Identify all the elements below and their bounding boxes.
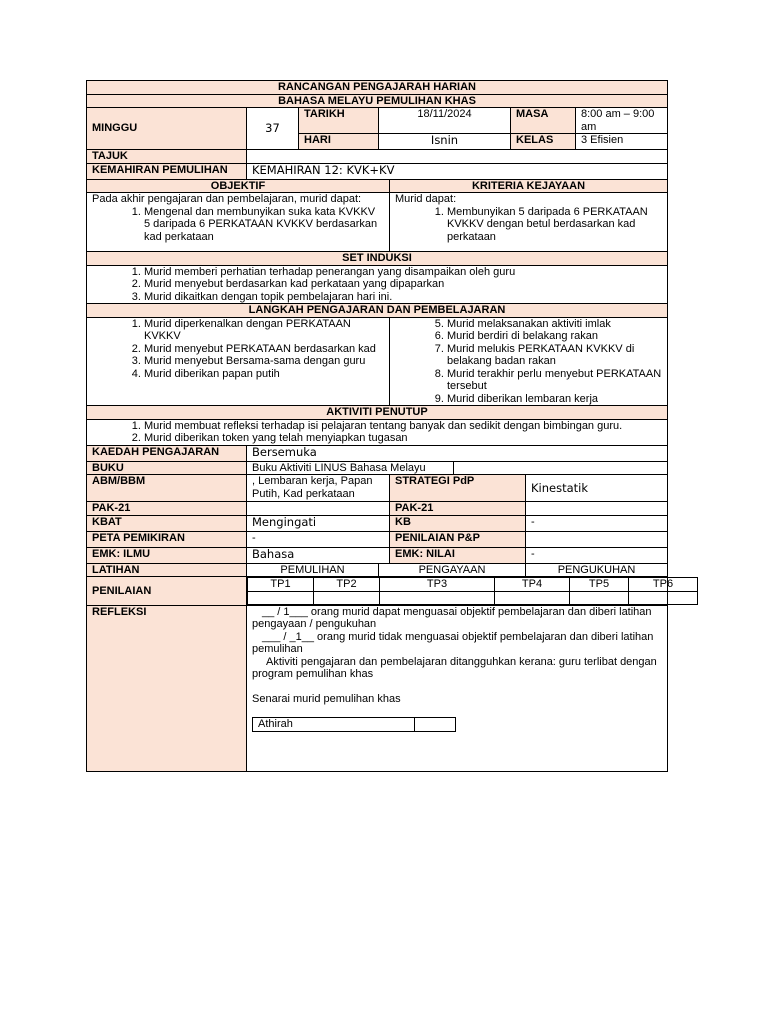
langkah-header: LANGKAH PENGAJARAN DAN PEMBELAJARAN: [87, 304, 668, 318]
induksi-list: [92, 266, 662, 304]
abm-label: ABM/BBM: [87, 475, 247, 502]
kbat-value: Mengingati: [247, 515, 390, 531]
list-item: 1. Murid diperkenalkan dengan PERKATAAN KVKKV: [144, 318, 384, 343]
list-item: 1. Mengenal dan membunyikan suka kata KVKKV 5 daripada 6 PERKATAAN KVKKV berdasarkan kad perkataan: [144, 206, 384, 244]
list-item: 5. Murid melaksanakan aktiviti imlak: [447, 318, 662, 331]
emk-ilmu-label: EMK: ILMU: [87, 547, 247, 563]
lesson-plan-table: [86, 80, 674, 772]
peta-label: PETA PEMIKIRAN: [87, 531, 247, 547]
masa-label: MASA: [511, 108, 576, 134]
kriteria-cell: [390, 193, 668, 252]
kaedah-label: KAEDAH PENGAJARAN: [87, 445, 247, 461]
emk-nilai-label: EMK: NILAI: [390, 547, 526, 563]
penilaian-label: PENILAIAN: [87, 577, 247, 606]
kelas-label: KELAS: [511, 134, 576, 150]
plan-subtitle: BAHASA MELAYU PEMULIHAN KHAS: [87, 94, 668, 108]
emk-nilai-value: -: [526, 547, 668, 563]
hari-label: HARI: [299, 134, 379, 150]
induksi-cell: [87, 265, 668, 304]
penilaian-pp-label: PENILAIAN P&P: [390, 531, 526, 547]
list-item: 2. Murid menyebut PERKATAAN berdasarkan kad: [144, 343, 384, 356]
list-item: 1. Murid memberi perhatian terhadap penerangan yang disampaikan oleh guru: [144, 266, 662, 279]
kaedah-value: Bersemuka: [247, 445, 668, 461]
objektif-cell: [87, 193, 390, 252]
tp6-label: TP6: [629, 578, 698, 592]
pak21-label-right: PAK-21: [390, 502, 526, 516]
refleksi-line-3: Aktiviti pengajaran dan pembelajaran ditangguhkan kerana: guru terlibat dengan program pemulihan khas: [252, 655, 657, 680]
masa-value: 8:00 am – 9:00 am: [576, 108, 668, 134]
kbat-label: KBAT: [87, 515, 247, 531]
list-item: 6. Murid berdiri di belakang rakan: [447, 330, 662, 343]
tp-table: [247, 577, 698, 605]
list-item: 2. Murid menyebut berdasarkan kad perkataan yang dipaparkan: [144, 278, 662, 291]
list-item: 1. Membunyikan 5 daripada 6 PERKATAAN KVKKV dengan betul berdasarkan kad perkataan: [447, 206, 662, 244]
kriteria-header: KRITERIA KEJAYAAN: [390, 179, 668, 193]
minggu-value: 37: [247, 108, 299, 150]
list-item: 3. Murid dikaitkan dengan topik pembelajaran hari ini.: [144, 291, 662, 304]
murid-name: Athirah: [253, 718, 415, 732]
tajuk-label: TAJUK: [87, 150, 247, 164]
kriteria-list: [395, 206, 662, 244]
kb-label: KB: [390, 515, 526, 531]
tp4-cell: [495, 591, 570, 604]
abm-value: , Lembaran kerja, Papan Putih, Kad perkataan: [247, 475, 390, 502]
penilaian-grid: [247, 577, 674, 606]
pak21-value-left: [247, 502, 390, 516]
list-item: 8. Murid terakhir perlu menyebut PERKATAAN tersebut: [447, 368, 662, 393]
kelas-value: 3 Efisien: [576, 134, 668, 150]
list-item: 1. Murid membuat refleksi terhadap isi pelajaran tentang banyak dan sedikit dengan bimbingan guru.: [144, 420, 662, 433]
langkah-right-list: [395, 318, 662, 406]
langkah-left-list: [92, 318, 384, 381]
latihan-pengayaan: PENGAYAAN: [379, 563, 526, 577]
induksi-header: SET INDUKSI: [87, 252, 668, 266]
minggu-label: MINGGU: [87, 108, 247, 150]
penilaian-pp-value: [526, 531, 668, 547]
objektif-list: [92, 206, 384, 244]
tp6-cell: [629, 591, 698, 604]
tp4-label: TP4: [495, 578, 570, 592]
list-item: 9. Murid diberikan lembaran kerja: [447, 393, 662, 406]
emk-ilmu-value: Bahasa: [247, 547, 390, 563]
latihan-label: LATIHAN: [87, 563, 247, 577]
pak21-value-right: [526, 502, 668, 516]
refleksi-line-2: ___ / _1__ orang murid tidak menguasai objektif pembelajaran dan diberi latihan pemulihan: [252, 630, 654, 655]
peta-value: -: [247, 531, 390, 547]
murid-mark: [415, 718, 456, 732]
objektif-header: OBJEKTIF: [87, 179, 390, 193]
list-item: 3. Murid menyebut Bersama-sama dengan guru: [144, 355, 384, 368]
buku-label: BUKU: [87, 461, 247, 475]
langkah-right-cell: [390, 317, 668, 406]
tarikh-label: TARIKH: [299, 108, 379, 134]
objektif-intro: Pada akhir pengajaran dan pembelajaran, murid dapat:: [92, 193, 362, 205]
list-item: 7. Murid melukis PERKATAAN KVKKV di belakang badan rakan: [447, 343, 662, 368]
tp3-cell: [380, 591, 495, 604]
kemahiran-value: KEMAHIRAN 12: KVK+KV: [247, 163, 668, 179]
penutup-cell: [87, 419, 668, 445]
tp1-cell: [248, 591, 314, 604]
tajuk-value: [247, 150, 668, 164]
murid-table: [252, 717, 456, 732]
list-item: 4. Murid diberikan papan putih: [144, 368, 384, 381]
penutup-header: AKTIVITI PENUTUP: [87, 406, 668, 420]
latihan-pengukuhan: PENGUKUHAN: [526, 563, 668, 577]
tp5-cell: [570, 591, 629, 604]
buku-empty: [454, 461, 668, 475]
tarikh-value: 18/11/2024: [379, 108, 511, 134]
refleksi-cell: [247, 605, 668, 771]
tp1-label: TP1: [248, 578, 314, 592]
hari-value: Isnin: [379, 134, 511, 150]
tp2-label: TP2: [314, 578, 380, 592]
plan-title: RANCANGAN PENGAJARAH HARIAN: [87, 81, 668, 95]
strategi-value: Kinestatik: [526, 475, 668, 502]
tp3-label: TP3: [380, 578, 495, 592]
tp2-cell: [314, 591, 380, 604]
langkah-left-cell: [87, 317, 390, 406]
refleksi-label: REFLEKSI: [87, 605, 247, 771]
penutup-list: [92, 420, 662, 445]
list-item: 2. Murid diberikan token yang telah menyiapkan tugasan: [144, 432, 662, 445]
pak21-label-left: PAK-21: [87, 502, 247, 516]
kriteria-intro: Murid dapat:: [395, 193, 457, 205]
latihan-pemulihan: PEMULIHAN: [247, 563, 379, 577]
kemahiran-label: KEMAHIRAN PEMULIHAN: [87, 163, 247, 179]
kb-value: -: [526, 515, 668, 531]
buku-value: Buku Aktiviti LINUS Bahasa Melayu: [247, 461, 454, 475]
refleksi-line-1: __ / 1___ orang murid dapat menguasai objektif pembelajaran dan diberi latihan pengayaan / pengukuhan: [252, 605, 652, 630]
strategi-label: STRATEGI PdP: [390, 475, 526, 502]
refleksi-senarai: Senarai murid pemulihan khas: [252, 692, 401, 705]
tp5-label: TP5: [570, 578, 629, 592]
